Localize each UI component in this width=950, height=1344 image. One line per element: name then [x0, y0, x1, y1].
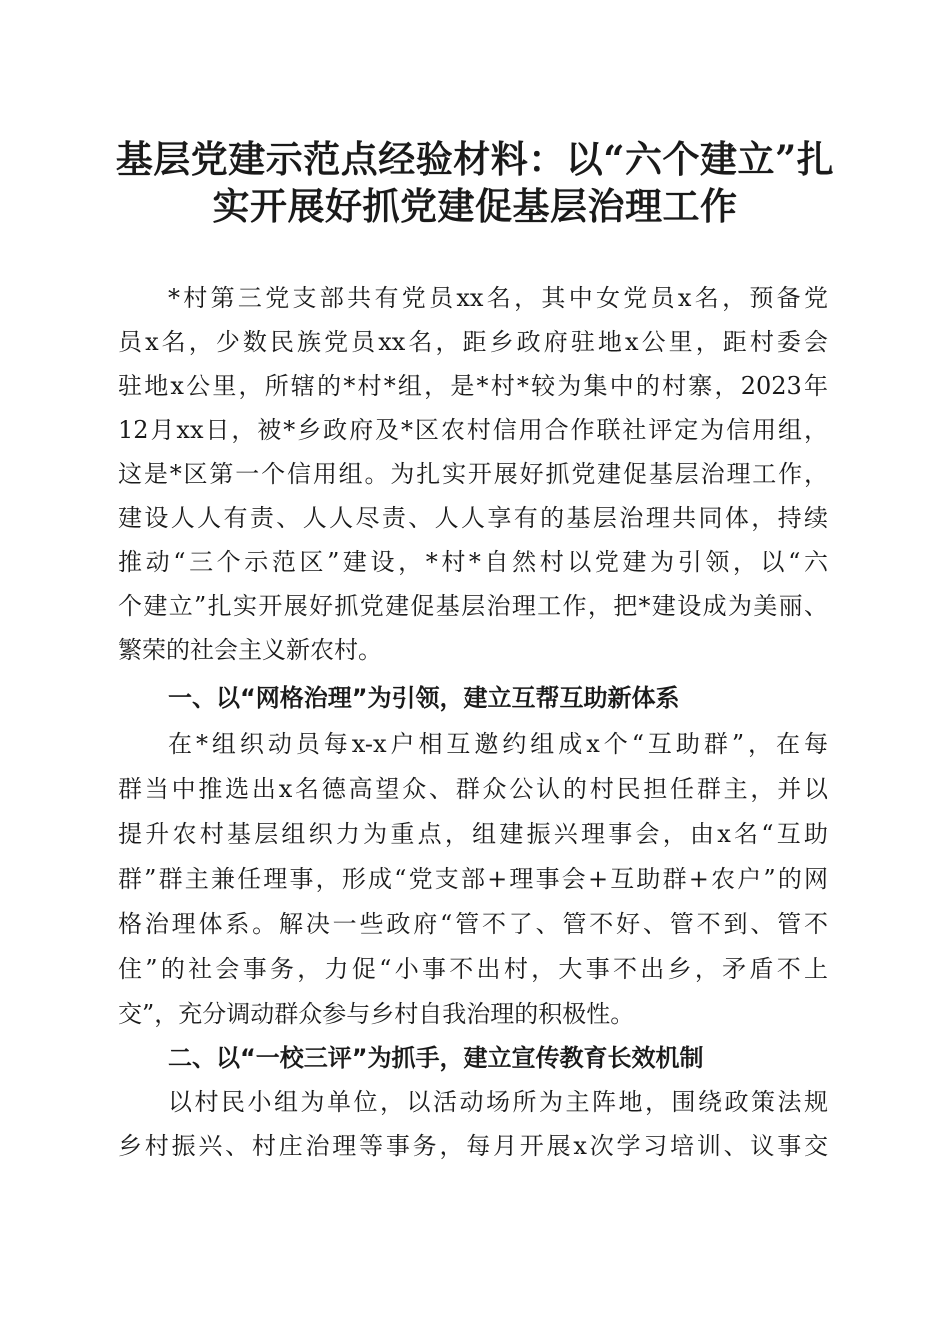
paragraph-2-line: 格治理体系。解决一些政府“管不了、管不好、管不到、管不	[118, 910, 828, 938]
paragraph-1-line: 驻地x公里，所辖的*村*组，是*村*较为集中的村寨，2023年	[118, 372, 828, 400]
document-title-line-1: 基层党建示范点经验材料：以“六个建立”扎	[115, 137, 835, 181]
paragraph-2-line: 群当中推选出x名德高望众、群众公认的村民担任群主，并以	[118, 775, 828, 803]
paragraph-1-line: *村第三党支部共有党员xx名，其中女党员x名，预备党	[168, 284, 828, 312]
paragraph-3-line: 以村民小组为单位，以活动场所为主阵地，围绕政策法规	[168, 1088, 828, 1116]
paragraph-2-line: 群”群主兼任理事，形成“党支部+理事会+互助群+农户”的网	[118, 865, 828, 893]
document-title-line-2: 实开展好抓党建促基层治理工作	[212, 184, 738, 228]
paragraph-1-line: 员x名，少数民族党员xx名，距乡政府驻地x公里，距村委会	[118, 328, 828, 356]
section-heading-2: 二、以“一校三评”为抓手，建立宣传教育长效机制	[168, 1044, 704, 1072]
paragraph-2-line: 提升农村基层组织力为重点，组建振兴理事会，由x名“互助	[118, 820, 828, 848]
paragraph-1-line: 建设人人有责、人人尽责、人人享有的基层治理共同体，持续	[118, 504, 828, 532]
paragraph-1-line: 个建立”扎实开展好抓党建促基层治理工作，把*建设成为美丽、	[118, 592, 828, 620]
paragraph-1-line: 这是*区第一个信用组。为扎实开展好抓党建促基层治理工作，	[118, 460, 828, 488]
paragraph-1-line: 繁荣的社会主义新农村。	[118, 636, 382, 664]
paragraph-2-line: 在*组织动员每x-x户相互邀约组成x个“互助群”，在每	[168, 730, 828, 758]
paragraph-2-line: 住”的社会事务，力促“小事不出村，大事不出乡，矛盾不上	[118, 955, 828, 983]
paragraph-1-line: 12月xx日，被*乡政府及*区农村信用合作联社评定为信用组，	[118, 416, 828, 444]
paragraph-1-line: 推动“三个示范区”建设，*村*自然村以党建为引领，以“六	[118, 548, 828, 576]
paragraph-3-line: 乡村振兴、村庄治理等事务，每月开展x次学习培训、议事交	[118, 1132, 828, 1160]
section-heading-1: 一、以“网格治理”为引领，建立互帮互助新体系	[168, 684, 680, 712]
paragraph-2-line: 交”，充分调动群众参与乡村自我治理的积极性。	[118, 1000, 635, 1028]
